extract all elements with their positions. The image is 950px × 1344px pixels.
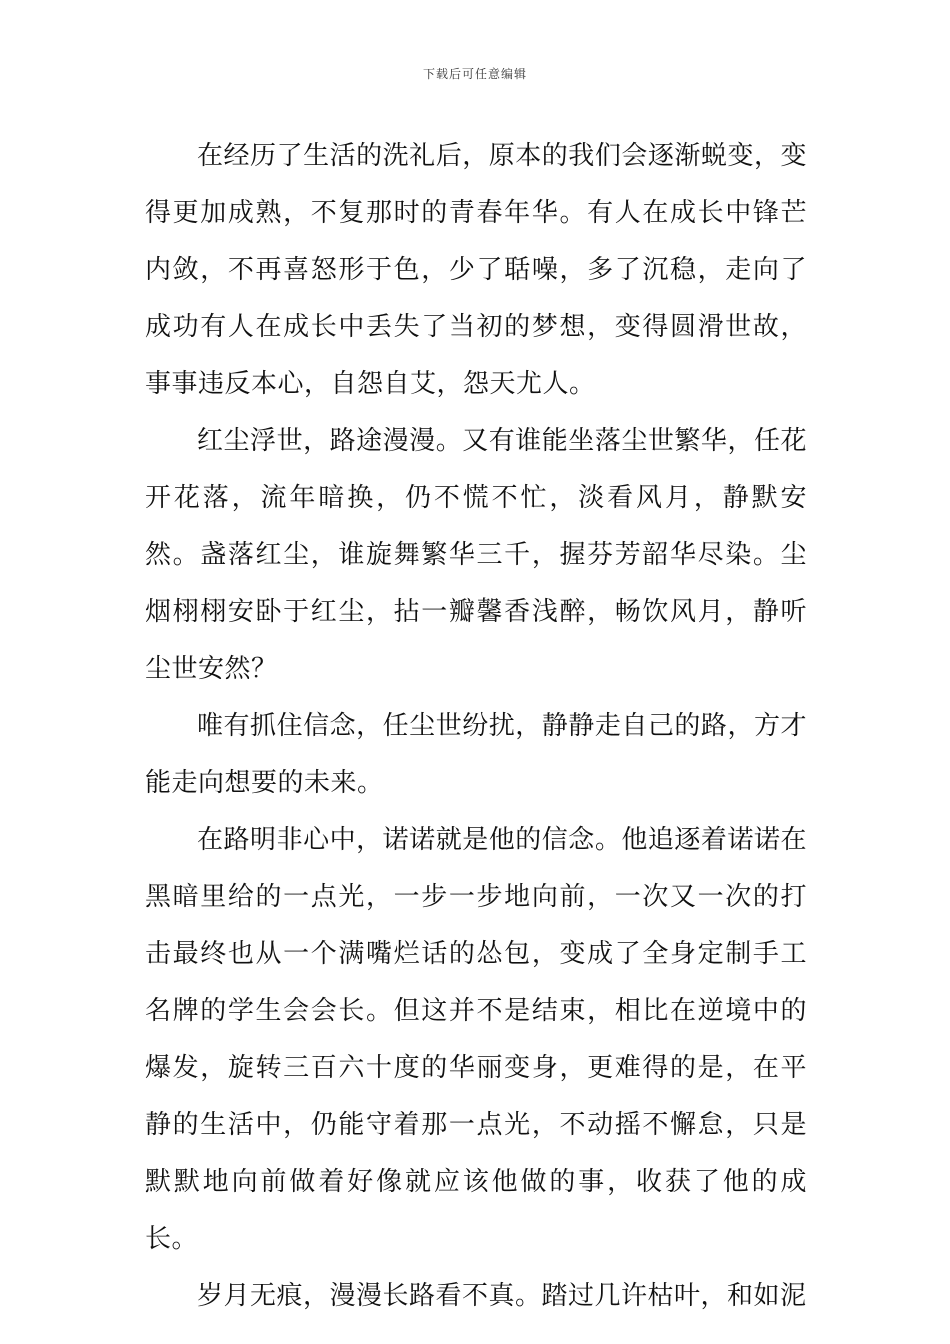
- paragraph-1: 在经历了生活的洗礼后，原本的我们会逐渐蜕变，变得更加成熟，不复那时的青春年华。有人在成长中锋芒内敛，不再喜怒形于色，少了聒噪，多了沉稳，走向了成功有人在成长中丢失了当初的梦想，变得圆滑世故，事事违反本心，自怨自艾，怨天尤人。: [145, 141, 807, 399]
- paragraph-3: 唯有抓住信念，任尘世纷扰，静静走自己的路，方才能走向想要的未来。: [145, 711, 807, 798]
- paragraph-5: 岁月无痕，漫漫长路看不真。踏过几许枯叶，和如泥: [197, 1281, 807, 1311]
- document-body: [145, 128, 807, 1325]
- page-header: 下载后可任意编辑: [422, 67, 527, 81]
- paragraph-4: 在路明非心中，诺诺就是他的信念。他追逐着诺诺在黑暗里给的一点光，一步一步地向前，一次又一次的打击最终也从一个满嘴烂话的怂包，变成了全身定制手工名牌的学生会会长。但这并不是结束，相比在逆境中的爆发，旋转三百六十度的华丽变身，更难得的是，在平静的生活中，仍能守着那一点光，不动摇不懈怠，只是默默地向前做着好像就应该他做的事，收获了他的成长。: [145, 825, 807, 1254]
- paragraph-2: 红尘浮世，路途漫漫。又有谁能坐落尘世繁华，任花开花落，流年暗换，仍不慌不忙，淡看风月，静默安然。盏落红尘，谁旋舞繁华三千，握芬芳韶华尽染。尘烟栩栩安卧于红尘，拈一瓣馨香浅醉，畅饮风月，静听尘世安然？: [145, 426, 807, 684]
